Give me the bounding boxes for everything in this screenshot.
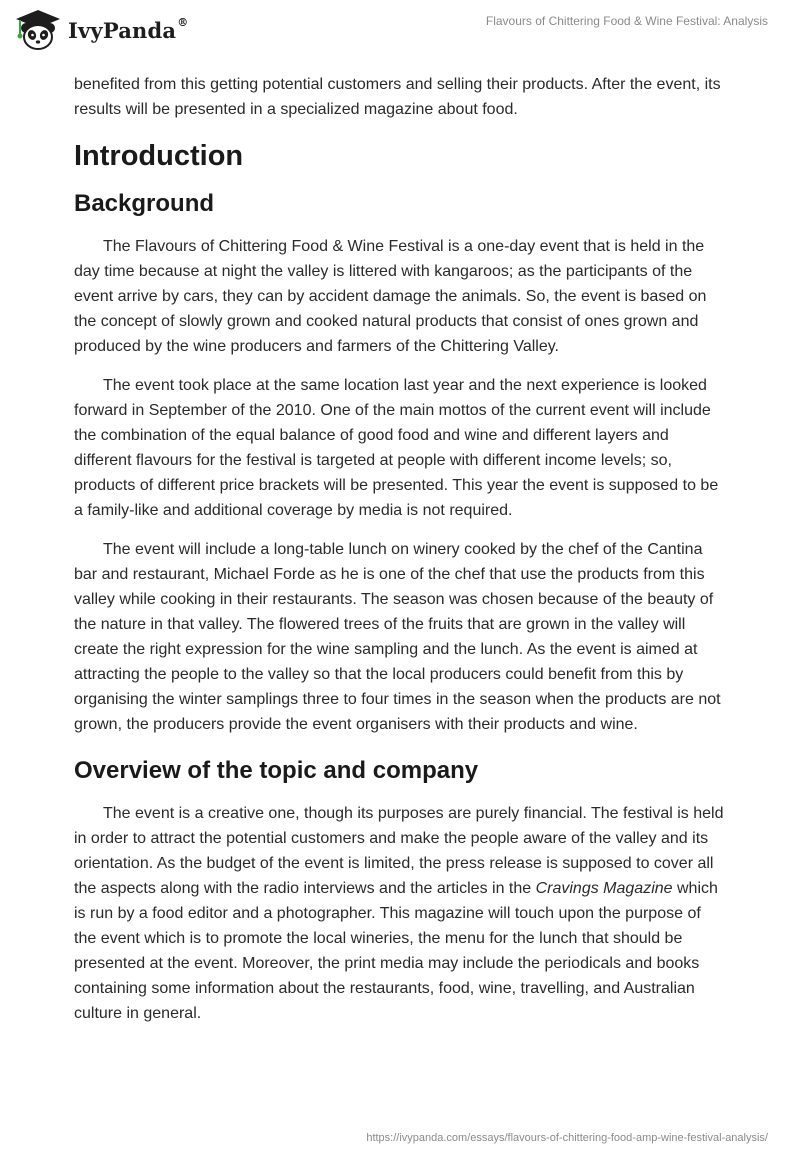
essay-body [74,72,726,1040]
introduction-heading: Introduction [74,140,244,172]
magazine-title: Cravings Magazine [535,880,673,897]
registered-mark: ® [177,15,189,29]
overview-heading: Overview of the topic and company [74,757,479,784]
document-title: Flavours of Chittering Food & Wine Festival: Analysis [485,14,768,28]
paragraph-overview [74,801,726,1026]
page-header [0,0,800,64]
overview-text-start: The event is a creative one, though its purposes are purely financial. The festival is held in order to attract the potential customers and make the people aware of the valley and its orientation. As the budget of the event is limited, the press release is supposed to cover all the aspects along with the radio interviews and the articles in the [74,805,724,897]
paragraph-event-lunch: The event will include a long-table lunch on winery cooked by the chef of the Cantina bar and restaurant, Michael Forde as he is one of the chef that use the products from this valley while cooking in their restaurants. The season was chosen because of the beauty of the nature in that valley. The flowered trees of the fruits that are grown in the valley will create the right expression for the wine sampling and the lunch. As the event is aimed at attracting the people to the valley so that the local producers could benefit from this by organising the winter samplings three to four times in the season when the products are not grown, the producers provide the event organisers with their products and wine. [74,541,721,733]
panda-logo-icon [14,8,62,52]
paragraph-festival-description: The Flavours of Chittering Food & Wine Festival is a one-day event that is held in the day time because at night the valley is littered with kangaroos; as the participants of the event arrive by cars, they can by accident damage the animals. So, the event is based on the concept of slowly grown and cooked natural products that consist of ones grown and produced by the wine producers and farmers of the Chittering Valley. [74,238,707,355]
ivypanda-logo[interactable] [14,8,188,52]
overview-text-end: which is run by a food editor and a photographer. This magazine will touch upon the purpose of the event which is to promote the local wineries, the menu for the lunch that should be presented at the event. Moreover, the print media may include the periodicals and books containing some information about the restaurants, food, wine, travelling, and Australian culture in general. [74,880,718,1022]
paragraph-event-location: The event took place at the same location last year and the next experience is looked forward in September of the 2010. One of the main mottos of the current event will include the combination of the equal balance of good food and wine and different layers and different flavours for the festival is targeted at people with different income levels; so, products of different price brackets will be presented. This year the event is supposed to be a family-like and additional coverage by media is not required. [74,377,719,519]
source-url[interactable]: https://ivypanda.com/essays/flavours-of-chittering-food-amp-wine-festival-analysis/ [366,1132,768,1144]
brand-name: IvyPanda® [68,15,189,43]
background-heading: Background [74,190,215,217]
intro-continuation-paragraph: benefited from this getting potential customers and selling their products. After the event, its results will be presented in a specialized magazine about food. [74,76,721,118]
